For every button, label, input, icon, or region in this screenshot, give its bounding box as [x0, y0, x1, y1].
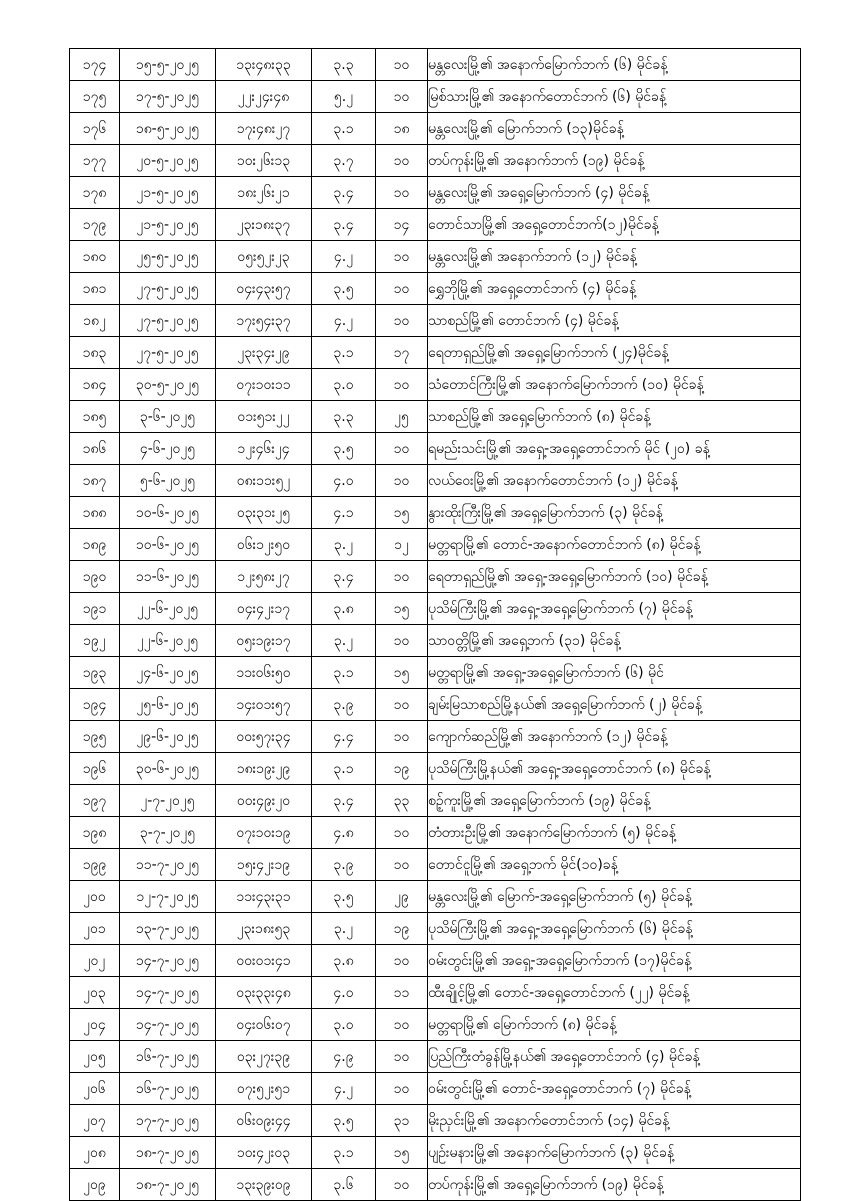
date-cell: ၁၂-၇-၂၀၂၅ — [120, 881, 216, 913]
magnitude-cell: ၃.၅ — [312, 433, 376, 465]
record-number-cell: ၁၈၂ — [70, 305, 120, 337]
time-cell: ၁၃း၃၉း၀၉ — [216, 1169, 312, 1201]
time-cell: ၁၀း၄၂း၀၃ — [216, 1137, 312, 1169]
record-number-cell: ၁၉၇ — [70, 785, 120, 817]
depth-cell: ၁၀ — [376, 945, 428, 977]
location-cell: ပုသိမ်ကြီးမြို့နယ်၏ အရှေ့-အရှေ့တောင်ဘက် (၈) မိုင်ခန့် — [428, 753, 801, 785]
time-cell: ၀၆း၀၉း၄၄ — [216, 1105, 312, 1137]
magnitude-cell: ၄.၈ — [312, 817, 376, 849]
record-number-cell: ၁၈၉ — [70, 529, 120, 561]
record-number-cell: ၁၈၆ — [70, 433, 120, 465]
date-cell: ၁၀-၆-၂၀၂၅ — [120, 529, 216, 561]
location-cell: တပ်ကုန်းမြို့၏ အရှေ့မြောက်ဘက် (၁၉) မိုင်ခန့် — [428, 1169, 801, 1201]
time-cell: ၀၇း၅၂း၅၁ — [216, 1073, 312, 1105]
record-number-cell: ၁၈၀ — [70, 241, 120, 273]
record-number-cell: ၁၉၉ — [70, 849, 120, 881]
record-number-cell: ၂၀၆ — [70, 1073, 120, 1105]
magnitude-cell: ၃.၄ — [312, 209, 376, 241]
date-cell: ၂၁-၅-၂၀၂၅ — [120, 209, 216, 241]
location-cell: နွားထိုးကြီးမြို့၏ အရှေ့မြောက်ဘက် (၃) မိုင်ခန့် — [428, 497, 801, 529]
magnitude-cell: ၄.၁ — [312, 497, 376, 529]
location-cell: တံတားဦးမြို့၏ အနောက်မြောက်ဘက် (၅) မိုင်ခန့် — [428, 817, 801, 849]
location-cell: မြစ်သားမြို့၏ အနောက်တောင်ဘက် (၆) မိုင်ခန့် — [428, 81, 801, 113]
date-cell: ၂၄-၆-၂၀၂၅ — [120, 657, 216, 689]
location-cell: မိုးညှင်းမြို့၏ အနောက်တောင်ဘက် (၁၄) မိုင်ခန့် — [428, 1105, 801, 1137]
table-row — [70, 1073, 801, 1105]
date-cell: ၅-၆-၂၀၂၅ — [120, 465, 216, 497]
time-cell: ၀၀း၅၇း၃၄ — [216, 721, 312, 753]
location-cell: လယ်ဝေးမြို့၏ အနောက်တောင်ဘက် (၁၂) မိုင်ခန့် — [428, 465, 801, 497]
table-row — [70, 305, 801, 337]
date-cell: ၁၄-၇-၂၀၂၅ — [120, 945, 216, 977]
date-cell: ၂၁-၅-၂၀၂၅ — [120, 177, 216, 209]
table-row — [70, 113, 801, 145]
table-row — [70, 657, 801, 689]
magnitude-cell: ၄.၂ — [312, 241, 376, 273]
time-cell: ၀၅း၅၂း၂၃ — [216, 241, 312, 273]
magnitude-cell: ၃.၁ — [312, 337, 376, 369]
depth-cell: ၁၀ — [376, 561, 428, 593]
magnitude-cell: ၃.၈ — [312, 945, 376, 977]
table-row — [70, 785, 801, 817]
location-cell: ပုသိမ်ကြီးမြို့၏ အရှေ့-အရှေ့မြောက်ဘက် (၇) မိုင်ခန့် — [428, 593, 801, 625]
date-cell: ၂၂-၆-၂၀၂၅ — [120, 625, 216, 657]
date-cell: ၂၅-၅-၂၀၂၅ — [120, 241, 216, 273]
record-number-cell: ၂၀၄ — [70, 1009, 120, 1041]
depth-cell: ၁၅ — [376, 1137, 428, 1169]
record-number-cell: ၁၉၅ — [70, 721, 120, 753]
magnitude-cell: ၃.၀ — [312, 369, 376, 401]
record-number-cell: ၁၇၇ — [70, 145, 120, 177]
time-cell: ၀၄း၀၆း၀၇ — [216, 1009, 312, 1041]
table-row — [70, 561, 801, 593]
date-cell: ၁၄-၇-၂၀၂၅ — [120, 1009, 216, 1041]
magnitude-cell: ၃.၅ — [312, 881, 376, 913]
time-cell: ၀၆း၁၂း၅၀ — [216, 529, 312, 561]
date-cell: ၂၀-၅-၂၀၂၅ — [120, 145, 216, 177]
table-row — [70, 401, 801, 433]
record-number-cell: ၁၇၅ — [70, 81, 120, 113]
date-cell: ၂၇-၅-၂၀၂၅ — [120, 337, 216, 369]
depth-cell: ၁၀ — [376, 177, 428, 209]
table-row — [70, 593, 801, 625]
date-cell: ၄-၆-၂၀၂၅ — [120, 433, 216, 465]
magnitude-cell: ၅.၂ — [312, 81, 376, 113]
depth-cell: ၂၅ — [376, 401, 428, 433]
date-cell: ၃၀-၆-၂၀၂၅ — [120, 753, 216, 785]
table-row — [70, 1041, 801, 1073]
time-cell: ၁၅း၄၂း၁၉ — [216, 849, 312, 881]
record-number-cell: ၂၀၇ — [70, 1105, 120, 1137]
depth-cell: ၃၁ — [376, 1105, 428, 1137]
depth-cell: ၁၀ — [376, 305, 428, 337]
earthquake-records-table — [69, 48, 801, 1201]
time-cell: ၀၄း၄၃း၅၇ — [216, 273, 312, 305]
magnitude-cell: ၃.၉ — [312, 689, 376, 721]
depth-cell: ၁၀ — [376, 145, 428, 177]
table-row — [70, 465, 801, 497]
magnitude-cell: ၃.၈ — [312, 593, 376, 625]
magnitude-cell: ၃.၀ — [312, 1009, 376, 1041]
depth-cell: ၁၅ — [376, 657, 428, 689]
table-row — [70, 1009, 801, 1041]
table-row — [70, 1169, 801, 1201]
location-cell: မန္တလေးမြို့၏ အနောက်ဘက် (၁၂) မိုင်ခန့် — [428, 241, 801, 273]
table-row — [70, 817, 801, 849]
table-row — [70, 849, 801, 881]
magnitude-cell: ၄.၉ — [312, 1041, 376, 1073]
location-cell: ရွှေဘိုမြို့၏ အရှေ့တောင်ဘက် (၄) မိုင်ခန့် — [428, 273, 801, 305]
earthquake-record-page — [69, 48, 800, 1201]
depth-cell: ၁၂ — [376, 529, 428, 561]
record-number-cell: ၂၀၃ — [70, 977, 120, 1009]
location-cell: မန္တလေးမြို့၏ အနောက်မြောက်ဘက် (၆) မိုင်ခန့် — [428, 49, 801, 81]
time-cell: ၀၃း၃၁း၂၅ — [216, 497, 312, 529]
location-cell: ရမည်းသင်းမြို့၏ အရှေ့-အရှေ့တောင်ဘက် မိုင် (၂၀) ခန့် — [428, 433, 801, 465]
location-cell: စဥ့်ကူးမြို့၏ အရှေ့မြောက်ဘက် (၁၉) မိုင်ခန့် — [428, 785, 801, 817]
table-row — [70, 209, 801, 241]
time-cell: ၁၂း၅၈း၂၇ — [216, 561, 312, 593]
magnitude-cell: ၃.၂ — [312, 913, 376, 945]
magnitude-cell: ၃.၃ — [312, 49, 376, 81]
location-cell: ကျောက်ဆည်မြို့၏ အနောက်ဘက် (၁၂) မိုင်ခန့် — [428, 721, 801, 753]
time-cell: ၁၁း၀၆း၅၀ — [216, 657, 312, 689]
depth-cell: ၁၉ — [376, 753, 428, 785]
record-number-cell: ၁၉၃ — [70, 657, 120, 689]
time-cell: ၂၃း၃၄း၂၉ — [216, 337, 312, 369]
record-number-cell: ၁၉၄ — [70, 689, 120, 721]
depth-cell: ၁၈ — [376, 113, 428, 145]
date-cell: ၁၇-၅-၂၀၂၅ — [120, 81, 216, 113]
time-cell: ၁၈း၂၆း၂၁ — [216, 177, 312, 209]
table-row — [70, 369, 801, 401]
record-number-cell: ၂၀၁ — [70, 913, 120, 945]
magnitude-cell: ၄.၄ — [312, 721, 376, 753]
date-cell: ၁၀-၆-၂၀၂၅ — [120, 497, 216, 529]
magnitude-cell: ၃.၁ — [312, 113, 376, 145]
date-cell: ၁၈-၅-၂၀၂၅ — [120, 113, 216, 145]
record-number-cell: ၁၉၂ — [70, 625, 120, 657]
record-number-cell: ၂၀၂ — [70, 945, 120, 977]
depth-cell: ၁၄ — [376, 209, 428, 241]
date-cell: ၁၆-၇-၂၀၂၅ — [120, 1073, 216, 1105]
table-row — [70, 625, 801, 657]
magnitude-cell: ၃.၉ — [312, 849, 376, 881]
time-cell: ၀၄း၄၂း၁၇ — [216, 593, 312, 625]
time-cell: ၀၀း၀၁း၄၁ — [216, 945, 312, 977]
record-number-cell: ၁၉၆ — [70, 753, 120, 785]
depth-cell: ၂၉ — [376, 881, 428, 913]
location-cell: သာစည်မြို့၏ အရှေ့မြောက်ဘက် (၈) မိုင်ခန့် — [428, 401, 801, 433]
table-row — [70, 241, 801, 273]
depth-cell: ၁၁ — [376, 977, 428, 1009]
magnitude-cell: ၃.၃ — [312, 401, 376, 433]
depth-cell: ၁၀ — [376, 369, 428, 401]
time-cell: ၁၀း၂၆း၁၃ — [216, 145, 312, 177]
magnitude-cell: ၄.၀ — [312, 977, 376, 1009]
date-cell: ၁၈-၇-၂၀၂၅ — [120, 1137, 216, 1169]
date-cell: ၁၆-၇-၂၀၂၅ — [120, 1041, 216, 1073]
record-number-cell: ၂၀၉ — [70, 1169, 120, 1201]
location-cell: ပုသိမ်ကြီးမြို့၏ အရှေ့-အရှေ့မြောက်ဘက် (၆) မိုင်ခန့် — [428, 913, 801, 945]
table-row — [70, 337, 801, 369]
time-cell: ၀၁း၅၁း၂၂ — [216, 401, 312, 433]
record-number-cell: ၁၇၈ — [70, 177, 120, 209]
depth-cell: ၁၀ — [376, 1041, 428, 1073]
time-cell: ၂၂း၂၄း၄၈ — [216, 81, 312, 113]
location-cell: မန္တလေးမြို့၏ မြောက်ဘက် (၁၃)မိုင်ခန့် — [428, 113, 801, 145]
magnitude-cell: ၄.၂ — [312, 1073, 376, 1105]
time-cell: ၁၂း၄၆း၂၄ — [216, 433, 312, 465]
location-cell: ပျဉ်းမနားမြို့၏ အနောက်မြောက်ဘက် (၃) မိုင်ခန့် — [428, 1137, 801, 1169]
record-number-cell: ၁၈၈ — [70, 497, 120, 529]
time-cell: ၁၃း၄၈း၃၃ — [216, 49, 312, 81]
location-cell: ရေတာရှည်မြို့၏ အရှေ့-အရှေ့မြောက်ဘက် (၁၀) မိုင်ခန့် — [428, 561, 801, 593]
record-number-cell: ၂၀၈ — [70, 1137, 120, 1169]
location-cell: မတ္တရာမြို့၏ တောင်-အနောက်တောင်ဘက် (၈) မိုင်ခန့် — [428, 529, 801, 561]
magnitude-cell: ၃.၆ — [312, 1169, 376, 1201]
depth-cell: ၁၀ — [376, 721, 428, 753]
magnitude-cell: ၃.၄ — [312, 561, 376, 593]
table-row — [70, 529, 801, 561]
time-cell: ၀၃း၂၇း၃၉ — [216, 1041, 312, 1073]
date-cell: ၁၇-၇-၂၀၂၅ — [120, 1105, 216, 1137]
magnitude-cell: ၃.၂ — [312, 529, 376, 561]
time-cell: ၁၇း၄၈း၂၇ — [216, 113, 312, 145]
location-cell: သာစည်မြို့၏ တောင်ဘက် (၄) မိုင်ခန့် — [428, 305, 801, 337]
magnitude-cell: ၃.၇ — [312, 145, 376, 177]
location-cell: မန္တလေးမြို့၏ အရှေ့မြောက်ဘက် (၄) မိုင်ခန့် — [428, 177, 801, 209]
date-cell: ၁၃-၇-၂၀၂၅ — [120, 913, 216, 945]
record-number-cell: ၁၈၇ — [70, 465, 120, 497]
table-row — [70, 977, 801, 1009]
time-cell: ၀၇း၁၀း၁၉ — [216, 817, 312, 849]
date-cell: ၂၉-၆-၂၀၂၅ — [120, 721, 216, 753]
depth-cell: ၁၀ — [376, 1073, 428, 1105]
record-number-cell: ၁၇၆ — [70, 113, 120, 145]
record-number-cell: ၁၉၁ — [70, 593, 120, 625]
time-cell: ၀၅း၁၉း၁၇ — [216, 625, 312, 657]
time-cell: ၁၄း၀၁း၅၇ — [216, 689, 312, 721]
date-cell: ၂၇-၅-၂၀၂၅ — [120, 305, 216, 337]
location-cell: တောင်သာမြို့၏ အရှေ့တောင်ဘက်(၁၂)မိုင်ခန့် — [428, 209, 801, 241]
depth-cell: ၁၀ — [376, 817, 428, 849]
date-cell: ၃-၆-၂၀၂၅ — [120, 401, 216, 433]
depth-cell: ၁၀ — [376, 49, 428, 81]
magnitude-cell: ၃.၁ — [312, 753, 376, 785]
depth-cell: ၁၅ — [376, 593, 428, 625]
date-cell: ၃-၇-၂၀၂၅ — [120, 817, 216, 849]
date-cell: ၁၄-၇-၂၀၂၅ — [120, 977, 216, 1009]
magnitude-cell: ၃.၂ — [312, 625, 376, 657]
depth-cell: ၁၀ — [376, 433, 428, 465]
magnitude-cell: ၄.၂ — [312, 305, 376, 337]
time-cell: ၁၇း၅၄း၃၇ — [216, 305, 312, 337]
time-cell: ၀၈း၁၁း၅၂ — [216, 465, 312, 497]
table-row — [70, 945, 801, 977]
location-cell: ပြည်ကြီးတံခွန်မြို့နယ်၏ အရှေ့တောင်ဘက် (၄) မိုင်ခန့် — [428, 1041, 801, 1073]
date-cell: ၃၀-၅-၂၀၂၅ — [120, 369, 216, 401]
table-row — [70, 177, 801, 209]
depth-cell: ၁၉ — [376, 913, 428, 945]
record-number-cell: ၁၉၀ — [70, 561, 120, 593]
magnitude-cell: ၃.၅ — [312, 1105, 376, 1137]
record-number-cell: ၁၈၁ — [70, 273, 120, 305]
date-cell: ၂-၇-၂၀၂၅ — [120, 785, 216, 817]
record-number-cell: ၂၀၅ — [70, 1041, 120, 1073]
location-cell: သာဝတ္တိမြို့၏ အရှေ့ဘက် (၃၁) မိုင်ခန့် — [428, 625, 801, 657]
date-cell: ၁၁-၆-၂၀၂၅ — [120, 561, 216, 593]
table-row — [70, 145, 801, 177]
record-number-cell: ၁၇၉ — [70, 209, 120, 241]
location-cell: မတ္တရာမြို့၏ မြောက်ဘက် (၈) မိုင်ခန့် — [428, 1009, 801, 1041]
date-cell: ၁၈-၇-၂၀၂၅ — [120, 1169, 216, 1201]
date-cell: ၂၂-၆-၂၀၂၅ — [120, 593, 216, 625]
depth-cell: ၁၀ — [376, 849, 428, 881]
depth-cell: ၃၃ — [376, 785, 428, 817]
table-row — [70, 1105, 801, 1137]
magnitude-cell: ၃.၁ — [312, 657, 376, 689]
time-cell: ၀၃း၃၃း၄၈ — [216, 977, 312, 1009]
depth-cell: ၁၀ — [376, 465, 428, 497]
record-number-cell: ၁၈၅ — [70, 401, 120, 433]
table-row — [70, 497, 801, 529]
location-cell: တောင်ငူမြို့၏ အရှေ့ဘက် မိုင်(၁၀)ခန့် — [428, 849, 801, 881]
table-row — [70, 753, 801, 785]
depth-cell: ၁၀ — [376, 1009, 428, 1041]
time-cell: ၁၁း၄၃း၃၁ — [216, 881, 312, 913]
record-number-cell: ၁၉၈ — [70, 817, 120, 849]
date-cell: ၁၅-၅-၂၀၂၅ — [120, 49, 216, 81]
time-cell: ၀၀း၄၉း၂၀ — [216, 785, 312, 817]
record-number-cell: ၁၈၃ — [70, 337, 120, 369]
location-cell: ထီးချိုင့်မြို့၏ တောင်-အရှေ့တောင်ဘက် (၂၂) မိုင်ခန့် — [428, 977, 801, 1009]
location-cell: သံတောင်ကြီးမြို့၏ အနောက်မြောက်ဘက် (၁၀) မိုင်ခန့် — [428, 369, 801, 401]
location-cell: တပ်ကုန်းမြို့၏ အနောက်ဘက် (၁၉) မိုင်ခန့် — [428, 145, 801, 177]
depth-cell: ၁၀ — [376, 241, 428, 273]
table-row — [70, 433, 801, 465]
depth-cell: ၁၀ — [376, 273, 428, 305]
location-cell: မတ္တရာမြို့၏ အရှေ့-အရှေ့မြောက်ဘက် (၆) မိုင် — [428, 657, 801, 689]
depth-cell: ၁၇ — [376, 337, 428, 369]
date-cell: ၁၁-၇-၂၀၂၅ — [120, 849, 216, 881]
location-cell: မန္တလေးမြို့၏ မြောက်-အရှေ့မြောက်ဘက် (၅) မိုင်ခန့် — [428, 881, 801, 913]
date-cell: ၂၇-၅-၂၀၂၅ — [120, 273, 216, 305]
magnitude-cell: ၃.၄ — [312, 785, 376, 817]
depth-cell: ၁၀ — [376, 81, 428, 113]
table-row — [70, 689, 801, 721]
table-row — [70, 273, 801, 305]
date-cell: ၂၅-၆-၂၀၂၅ — [120, 689, 216, 721]
table-body — [70, 49, 801, 1201]
record-number-cell: ၂၀၀ — [70, 881, 120, 913]
magnitude-cell: ၃.၄ — [312, 177, 376, 209]
time-cell: ၂၃း၁၈း၅၃ — [216, 913, 312, 945]
time-cell: ၁၈း၁၉း၂၉ — [216, 753, 312, 785]
table-row — [70, 881, 801, 913]
record-number-cell: ၁၈၄ — [70, 369, 120, 401]
depth-cell: ၁၅ — [376, 497, 428, 529]
table-row — [70, 913, 801, 945]
table-row — [70, 1137, 801, 1169]
time-cell: ၂၃း၁၈း၃၇ — [216, 209, 312, 241]
magnitude-cell: ၄.၀ — [312, 465, 376, 497]
magnitude-cell: ၃.၁ — [312, 1137, 376, 1169]
location-cell: ချမ်းမြသာစည်မြို့နယ်၏ အရှေ့မြောက်ဘက် (၂) မိုင်ခန့် — [428, 689, 801, 721]
magnitude-cell: ၃.၅ — [312, 273, 376, 305]
table-row — [70, 721, 801, 753]
depth-cell: ၁၀ — [376, 625, 428, 657]
depth-cell: ၁၀ — [376, 689, 428, 721]
table-row — [70, 49, 801, 81]
table-row — [70, 81, 801, 113]
time-cell: ၀၇း၁၀း၁၁ — [216, 369, 312, 401]
location-cell: ဝမ်းတွင်းမြို့၏ တောင်-အရှေ့တောင်ဘက် (၇) မိုင်ခန့် — [428, 1073, 801, 1105]
location-cell: ဝမ်းတွင်းမြို့၏ အရှေ့-အရှေ့မြောက်ဘက် (၁၇)မိုင်ခန့် — [428, 945, 801, 977]
record-number-cell: ၁၇၄ — [70, 49, 120, 81]
location-cell: ရေတာရှည်မြို့၏ အရှေ့မြောက်ဘက် (၂၄)မိုင်ခန့် — [428, 337, 801, 369]
depth-cell: ၁၀ — [376, 1169, 428, 1201]
